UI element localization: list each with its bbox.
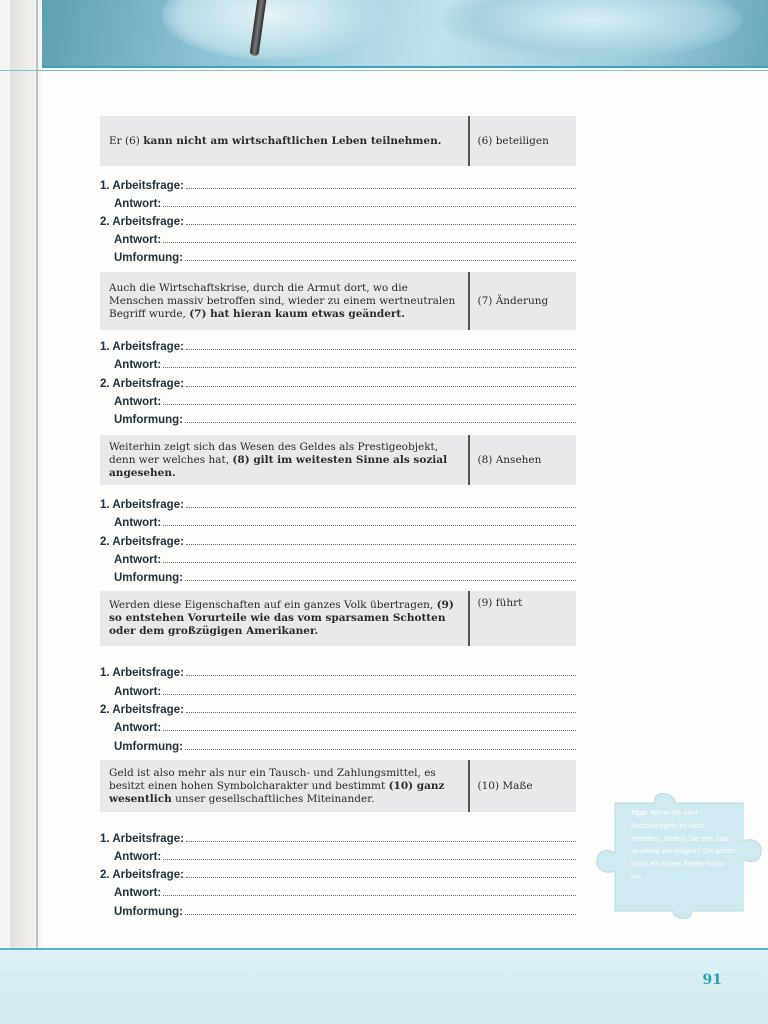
sentence-bold: (7) hat hieran kaum etwas geändert. xyxy=(189,307,405,320)
spine-fold-line xyxy=(36,0,38,1024)
umformung-label: Umformung: xyxy=(114,414,183,426)
exercise-7-box xyxy=(100,272,576,330)
a2-label: Antwort: xyxy=(114,554,162,566)
exercise-9-keyword: (9) führt xyxy=(477,597,523,609)
answer-line xyxy=(163,366,576,368)
exercise-6-keyword: (6) beteiligen xyxy=(477,135,549,147)
q1-label: 1. Arbeitsfrage: xyxy=(100,180,184,192)
header-photo xyxy=(42,0,768,66)
a1-line[interactable] xyxy=(114,512,576,529)
sentence-text: Werden diese Eigenschaften auf ein ganzes Volk übertragen, xyxy=(109,599,437,611)
exercise-8-keyword: (8) Ansehen xyxy=(477,454,542,466)
answer-line xyxy=(186,506,576,508)
q1-line[interactable] xyxy=(100,494,576,511)
answer-line xyxy=(186,711,576,713)
umformung-line[interactable] xyxy=(114,901,576,918)
answer-line xyxy=(163,241,576,243)
a1-line[interactable] xyxy=(114,193,576,210)
umformung-line[interactable] xyxy=(114,736,576,753)
exercise-10-box xyxy=(100,760,576,812)
answer-line xyxy=(186,876,576,878)
a1-label: Antwort: xyxy=(114,198,162,210)
answer-line xyxy=(163,858,576,860)
umformung-line[interactable] xyxy=(114,409,576,426)
header-rule xyxy=(42,66,768,68)
tip-title: Tipp: xyxy=(631,808,649,817)
a1-label: Antwort: xyxy=(114,851,162,863)
answer-line xyxy=(163,403,576,405)
q2-line[interactable] xyxy=(100,699,576,716)
a2-line[interactable] xyxy=(114,717,576,734)
q2-label: 2. Arbeitsfrage: xyxy=(100,869,184,881)
umformung-label: Umformung: xyxy=(114,741,183,753)
answer-line xyxy=(185,421,576,423)
q1-line[interactable] xyxy=(100,662,576,679)
answer-line xyxy=(186,348,576,350)
a2-line[interactable] xyxy=(114,882,576,899)
q1-label: 1. Arbeitsfrage: xyxy=(100,833,184,845)
exercise-8-sentence xyxy=(100,435,468,485)
sentence-bold: (8) gilt im weitesten Sinne als sozial angesehen. xyxy=(109,453,448,479)
sentence-text: Weiterhin zeigt sich das Wesen des Geldes als Prestigeobjekt, denn wer welches hat, xyxy=(109,440,439,466)
answer-line xyxy=(186,674,576,676)
q2-line[interactable] xyxy=(100,211,576,228)
q1-line[interactable] xyxy=(100,828,576,845)
umformung-label: Umformung: xyxy=(114,906,183,918)
exercise-10-keyword: (10) Maße xyxy=(477,780,533,792)
answer-line xyxy=(186,385,576,387)
q2-line[interactable] xyxy=(100,864,576,881)
a1-line[interactable] xyxy=(114,681,576,698)
answer-line xyxy=(163,729,576,731)
page-number: 91 xyxy=(702,972,722,988)
answer-line xyxy=(186,223,576,225)
q2-label: 2. Arbeitsfrage: xyxy=(100,216,184,228)
a2-label: Antwort: xyxy=(114,396,162,408)
a2-label: Antwort: xyxy=(114,887,162,899)
hand-shape xyxy=(162,0,382,60)
q2-label: 2. Arbeitsfrage: xyxy=(100,536,184,548)
sentence-bold: kann nicht am wirtschaftlichen Leben teilnehmen. xyxy=(143,134,442,147)
exercise-9-sentence xyxy=(100,591,468,646)
a2-label: Antwort: xyxy=(114,722,162,734)
answer-line xyxy=(163,693,576,695)
sentence-text: Er (6) xyxy=(109,134,144,147)
tip-body: Wenn Sie oder Satzbauregeln es nicht erfordern, ändern Sie den Satz so wenig wie möglich. Sie gehen sonst ein hohes Fehler-Risiko ein. xyxy=(631,808,736,881)
exercise-7-keyword: (7) Änderung xyxy=(477,295,549,307)
sentence-bold: (9) so entstehen Vorurteile wie das vom sparsamen Schotten oder dem großzügigen Amerikaner. xyxy=(109,599,454,637)
answer-line xyxy=(186,840,576,842)
answer-line xyxy=(163,205,576,207)
a1-line[interactable] xyxy=(114,354,576,371)
answer-line xyxy=(163,524,576,526)
answer-line xyxy=(185,579,576,581)
q2-line[interactable] xyxy=(100,373,576,390)
q1-line[interactable] xyxy=(100,336,576,353)
tip-box xyxy=(593,793,765,919)
a2-label: Antwort: xyxy=(114,234,162,246)
a1-label: Antwort: xyxy=(114,517,162,529)
tip-text xyxy=(631,807,737,884)
a2-line[interactable] xyxy=(114,229,576,246)
answer-line xyxy=(185,913,576,915)
exercise-6-box xyxy=(100,116,576,166)
q1-label: 1. Arbeitsfrage: xyxy=(100,667,184,679)
answer-line xyxy=(186,543,576,545)
exercise-9-box xyxy=(100,591,576,646)
q1-label: 1. Arbeitsfrage: xyxy=(100,341,184,353)
umformung-line[interactable] xyxy=(114,567,576,584)
answer-line xyxy=(186,187,576,189)
umformung-label: Umformung: xyxy=(114,252,183,264)
q2-line[interactable] xyxy=(100,531,576,548)
umformung-label: Umformung: xyxy=(114,572,183,584)
sentence-text: Auch die Wirtschaftskrise, durch die Armut dort, wo die Menschen massiv betroffen sind, wieder zu einem wertneutralen Begriff wurde, xyxy=(109,281,456,320)
hand-shape-2 xyxy=(442,0,742,60)
answer-line xyxy=(185,748,576,750)
a1-line[interactable] xyxy=(114,846,576,863)
exercise-10-sentence xyxy=(100,760,468,812)
q1-label: 1. Arbeitsfrage: xyxy=(100,499,184,511)
sentence-text: Geld ist also mehr als nur ein Tausch- und Zahlungsmittel, es besitzt einen hohen Symbolcharakter und bestimmt xyxy=(109,766,436,792)
sentence-text-end: unser gesellschaftliches Miteinander. xyxy=(171,792,375,805)
q2-label: 2. Arbeitsfrage: xyxy=(100,378,184,390)
umformung-line[interactable] xyxy=(114,247,576,264)
sentence-bold: (10) ganz wesentlich xyxy=(109,779,445,805)
exercise-7-sentence xyxy=(100,272,468,330)
header-rule-thin xyxy=(0,70,768,71)
a1-label: Antwort: xyxy=(114,359,162,371)
exercise-8-box xyxy=(100,435,576,485)
q1-line[interactable] xyxy=(100,175,576,192)
answer-line xyxy=(163,561,576,563)
q2-label: 2. Arbeitsfrage: xyxy=(100,704,184,716)
footer-band xyxy=(0,950,768,1024)
answer-line xyxy=(185,259,576,261)
a2-line[interactable] xyxy=(114,391,576,408)
a2-line[interactable] xyxy=(114,549,576,566)
a1-label: Antwort: xyxy=(114,686,162,698)
answer-line xyxy=(163,894,576,896)
exercise-6-sentence xyxy=(100,116,468,166)
spine-highlight xyxy=(0,0,10,1024)
